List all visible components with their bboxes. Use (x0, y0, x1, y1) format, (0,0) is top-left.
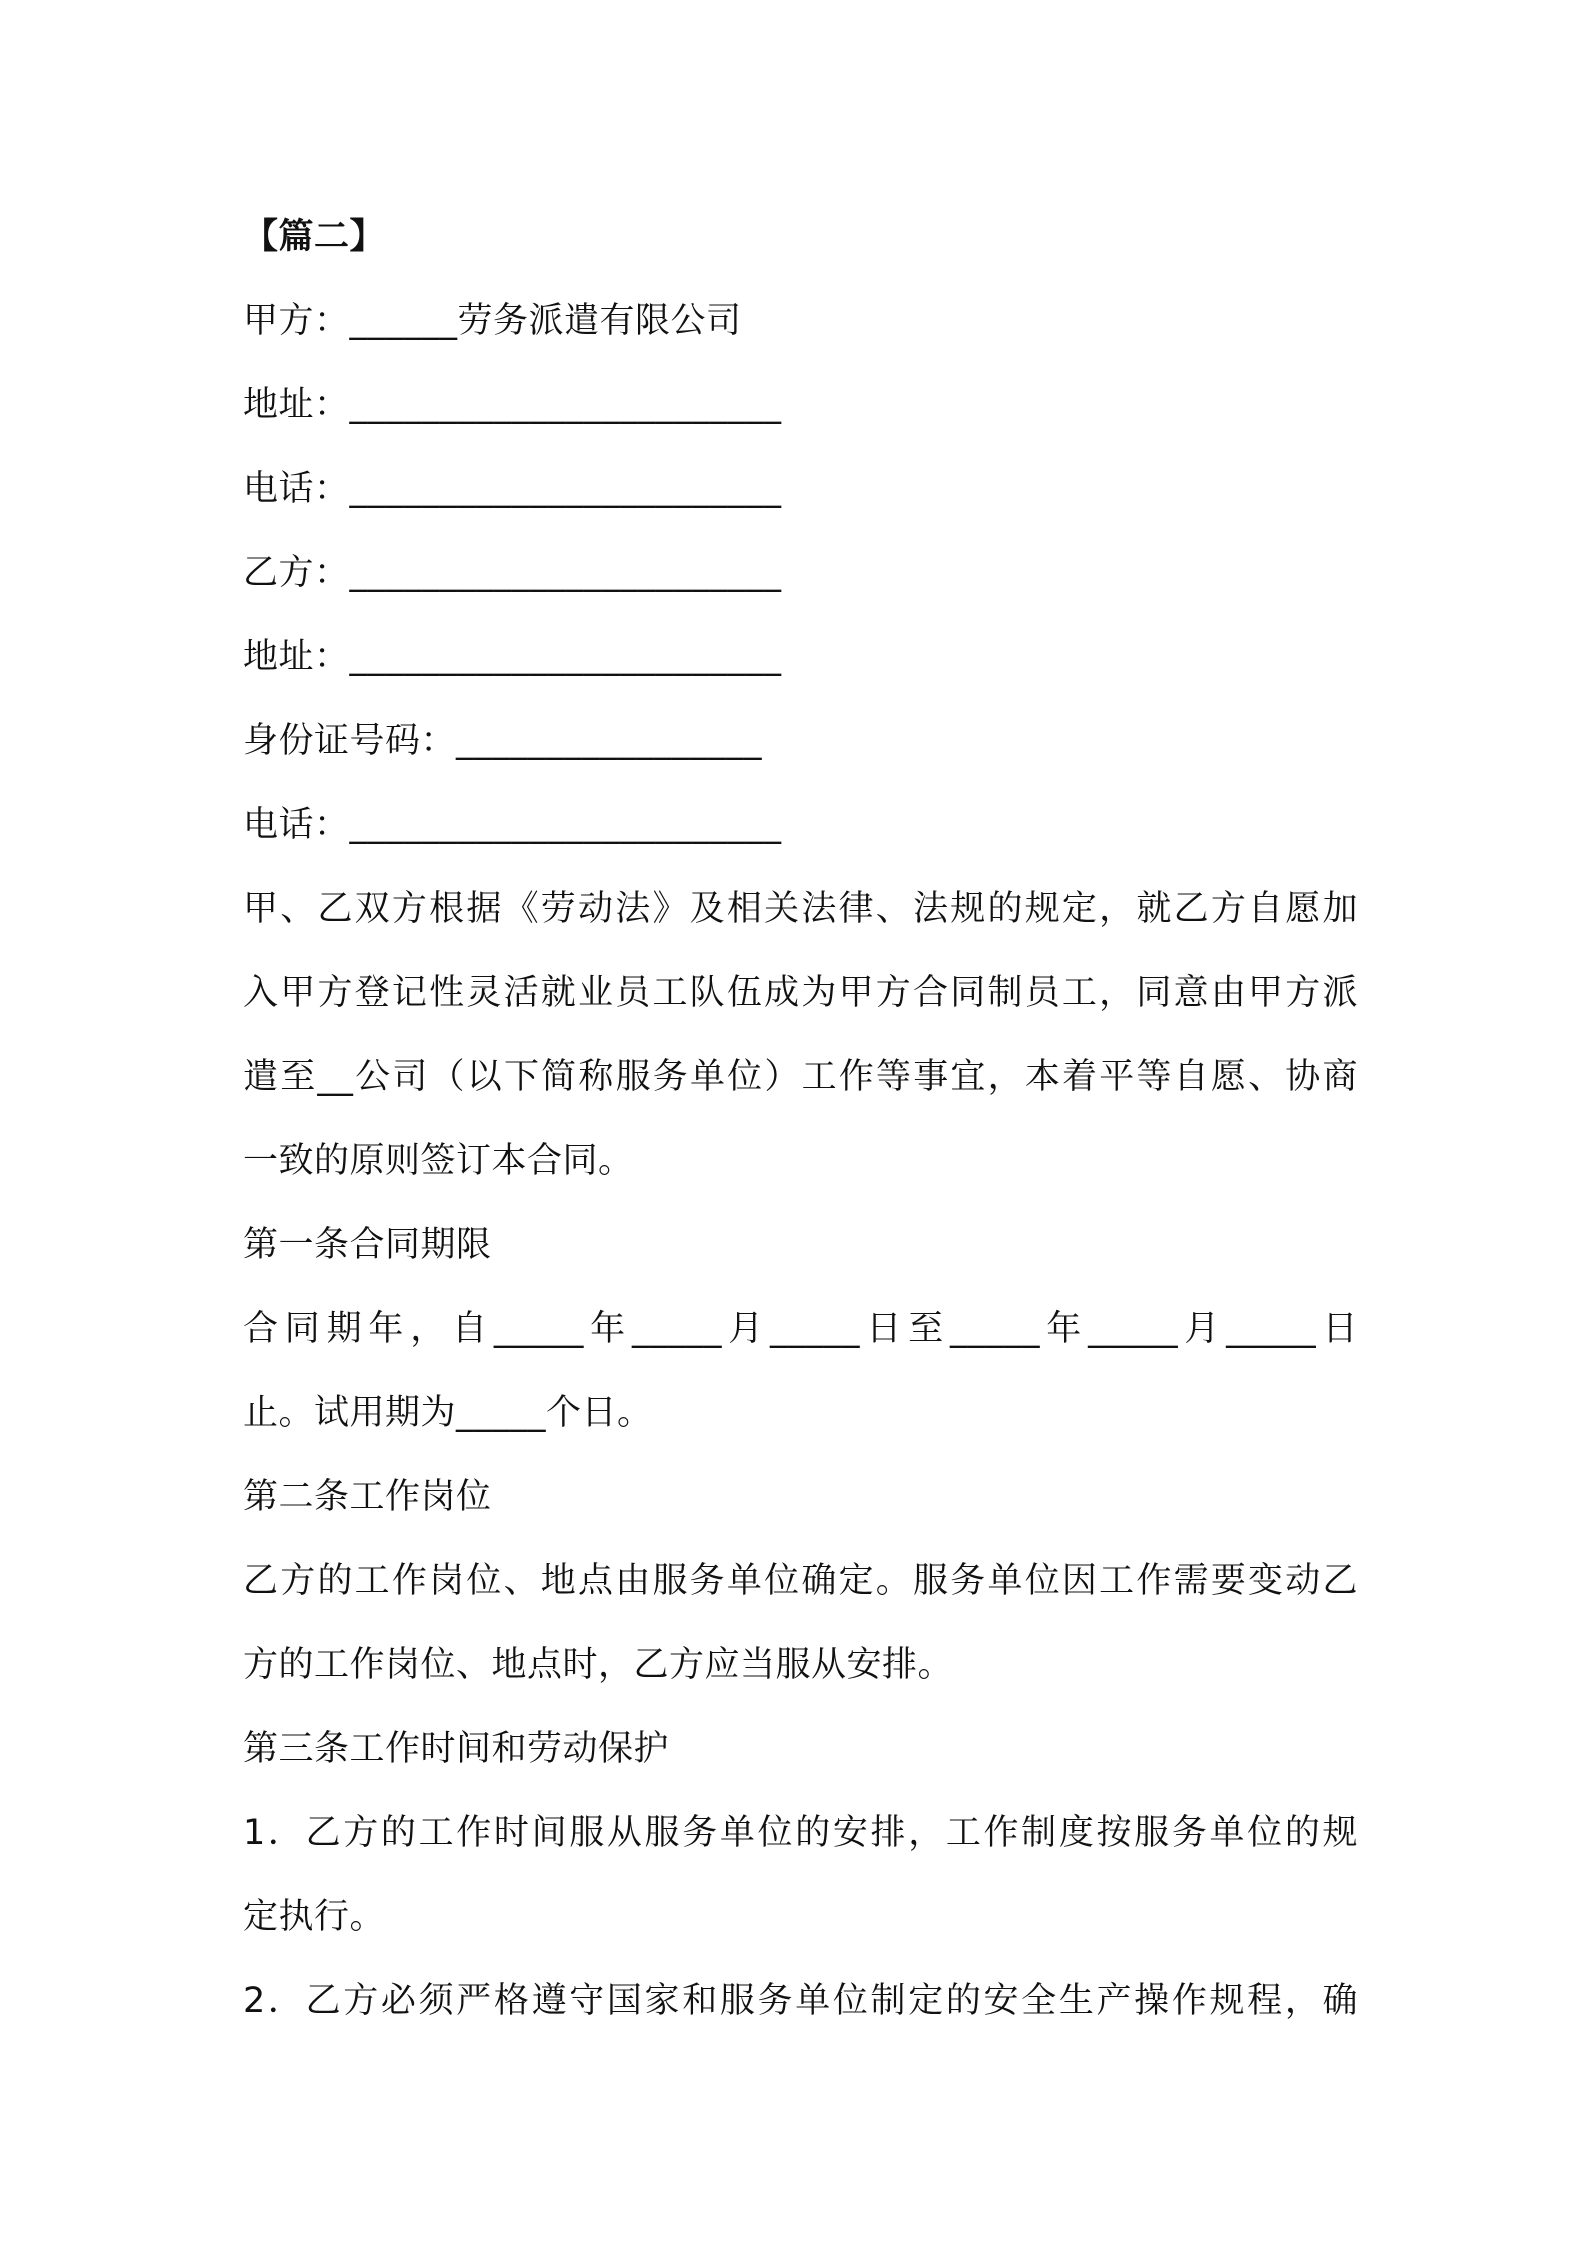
section-title: 【篇二】 (243, 217, 386, 257)
article-2-title: 第二条工作岗位 (243, 1477, 492, 1517)
article-3-title: 第三条工作时间和劳动保护 (243, 1729, 670, 1769)
party-a-name: 甲方：______劳务派遣有限公司 (243, 301, 742, 341)
party-b-phone: 电话：________________________ (243, 805, 782, 845)
party-b-address: 地址：________________________ (243, 637, 782, 677)
party-b-id-number: 身份证号码：_________________ (243, 721, 763, 761)
article-1-title: 第一条合同期限 (243, 1225, 492, 1265)
document-body (243, 195, 1358, 2043)
article-2-text: 乙方的工作岗位、地点由服务单位确定。服务单位因工作需要变动乙 (243, 1561, 1358, 1601)
preamble-line: 入甲方登记性灵活就业员工队伍成为甲方合同制员工，同意由甲方派 (243, 973, 1358, 1013)
article-3-item-2: 2．乙方必须严格遵守国家和服务单位制定的安全生产操作规程，确 (243, 1981, 1358, 2021)
party-a-address: 地址：________________________ (243, 385, 782, 425)
party-b-name: 乙方：________________________ (243, 553, 782, 593)
preamble-line: 甲、乙双方根据《劳动法》及相关法律、法规的规定，就乙方自愿加 (243, 889, 1358, 929)
article-3-item-1: 1．乙方的工作时间服从服务单位的安排，工作制度按服务单位的规 (243, 1813, 1358, 1853)
article-2-text: 方的工作岗位、地点时，乙方应当服从安排。 (243, 1645, 954, 1685)
article-1-text: 合同期年，自_____年_____月_____日至_____年_____月_____日 (243, 1309, 1358, 1349)
article-1-text: 止。试用期为_____个日。 (243, 1393, 653, 1433)
article-3-item-1: 定执行。 (243, 1897, 386, 1937)
party-a-phone: 电话：________________________ (243, 469, 782, 509)
preamble-line: 遣至__公司（以下简称服务单位）工作等事宜，本着平等自愿、协商 (243, 1057, 1358, 1097)
preamble-line: 一致的原则签订本合同。 (243, 1141, 634, 1181)
